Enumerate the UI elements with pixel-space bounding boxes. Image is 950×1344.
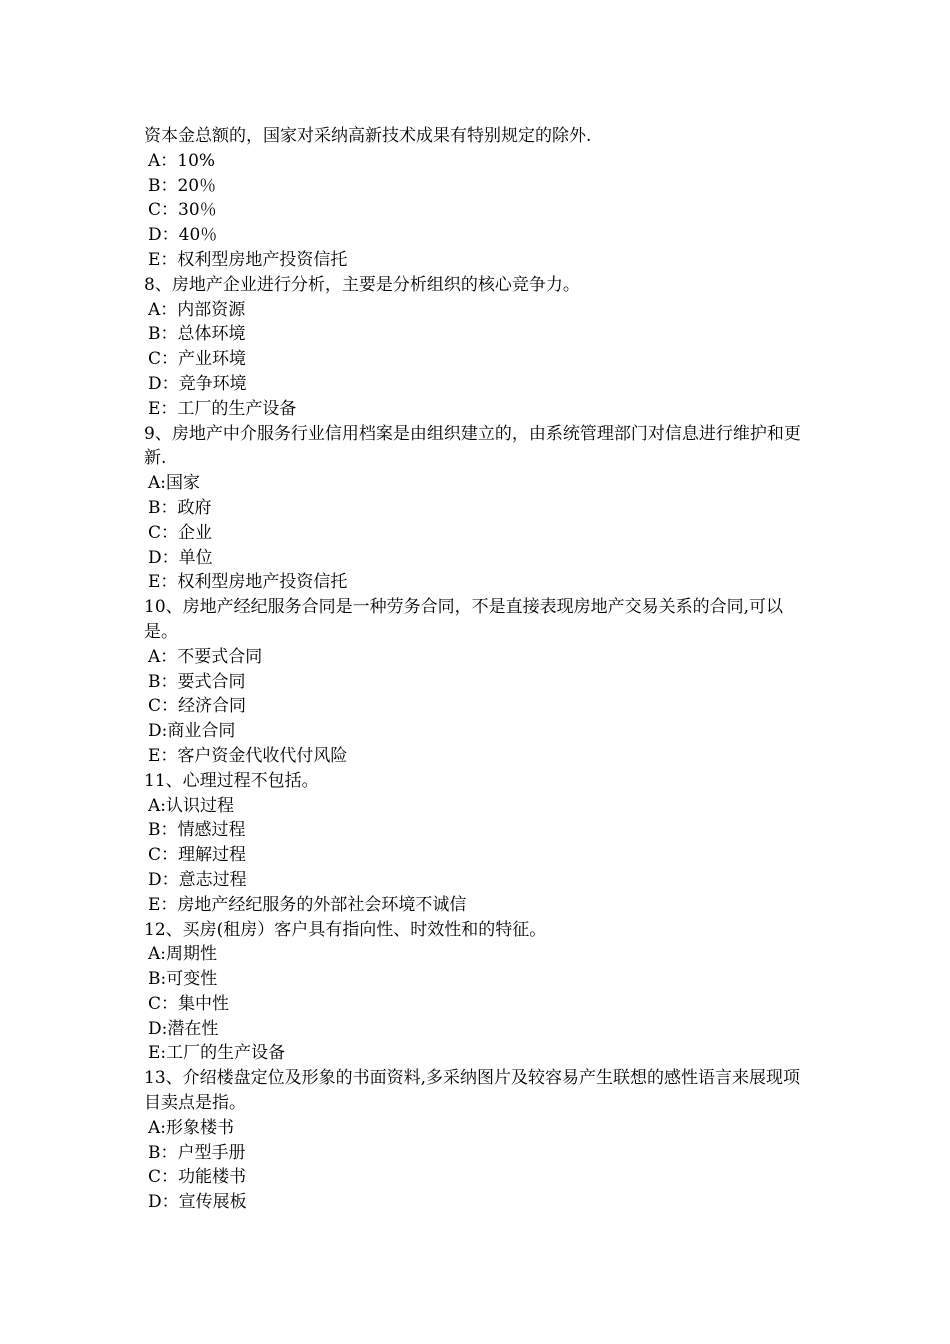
option-a: A:认识过程 [148, 795, 235, 816]
option-b: B：总体环境 [148, 324, 246, 345]
option-b: B：户型手册 [148, 1142, 246, 1163]
option-e: E：工厂的生产设备 [148, 398, 297, 419]
question-9: 9、房地产中介服务行业信用档案是由组织建立的，由系统管理部门对信息进行维护和更新. [144, 423, 801, 469]
question-12: 12、买房(租房）客户具有指向性、时效性和的特征。 [144, 919, 547, 940]
option-d: D:潜在性 [148, 1018, 219, 1039]
option-b: B：20％ [148, 175, 217, 196]
option-c: C：企业 [148, 522, 213, 543]
option-a: A：不要式合同 [148, 646, 263, 667]
option-d: D：单位 [148, 547, 213, 568]
option-d: D：竞争环境 [148, 373, 247, 394]
question-11: 11、心理过程不包括。 [144, 770, 319, 791]
option-d: D：意志过程 [148, 869, 247, 890]
option-a: A:形象楼书 [148, 1117, 235, 1138]
option-c: C：经济合同 [148, 696, 247, 717]
question-8: 8、房地产企业进行分析，主要是分析组织的核心竞争力。 [144, 274, 580, 295]
option-a: A：内部资源 [148, 299, 246, 320]
option-d: D：40％ [148, 225, 218, 246]
option-d: D:商业合同 [148, 721, 236, 742]
option-a: A：10% [148, 150, 216, 171]
option-b: B：政府 [148, 497, 212, 518]
option-c: C：30％ [148, 200, 217, 221]
option-e: E：权利型房地产投资信托 [148, 249, 348, 270]
document-body [144, 124, 816, 1215]
option-c: C：产业环境 [148, 349, 247, 370]
option-d: D：宣传展板 [148, 1192, 247, 1213]
text-line: 资本金总额的，国家对采纳高新技术成果有特别规定的除外. [144, 126, 592, 146]
option-b: B:可变性 [148, 969, 218, 990]
option-e: E：权利型房地产投资信托 [148, 572, 348, 593]
option-a: A:国家 [148, 473, 201, 494]
option-c: C：功能楼书 [148, 1167, 247, 1188]
option-b: B：情感过程 [148, 820, 246, 841]
option-e: E：房地产经纪服务的外部社会环境不诚信 [148, 894, 467, 915]
option-e: E：客户资金代收代付风险 [148, 745, 348, 766]
option-c: C：集中性 [148, 993, 230, 1014]
option-b: B：要式合同 [148, 671, 246, 692]
question-13: 13、介绍楼盘定位及形象的书面资料,多采纳图片及较容易产生联想的感性语言来展现项目卖点是指。 [144, 1068, 801, 1114]
option-a: A:周期性 [148, 944, 218, 965]
option-e: E:工厂的生产设备 [148, 1043, 286, 1064]
option-c: C：理解过程 [148, 845, 247, 866]
question-10: 10、房地产经纪服务合同是一种劳务合同，不是直接表现房地产交易关系的合同,可以是。 [144, 597, 784, 642]
